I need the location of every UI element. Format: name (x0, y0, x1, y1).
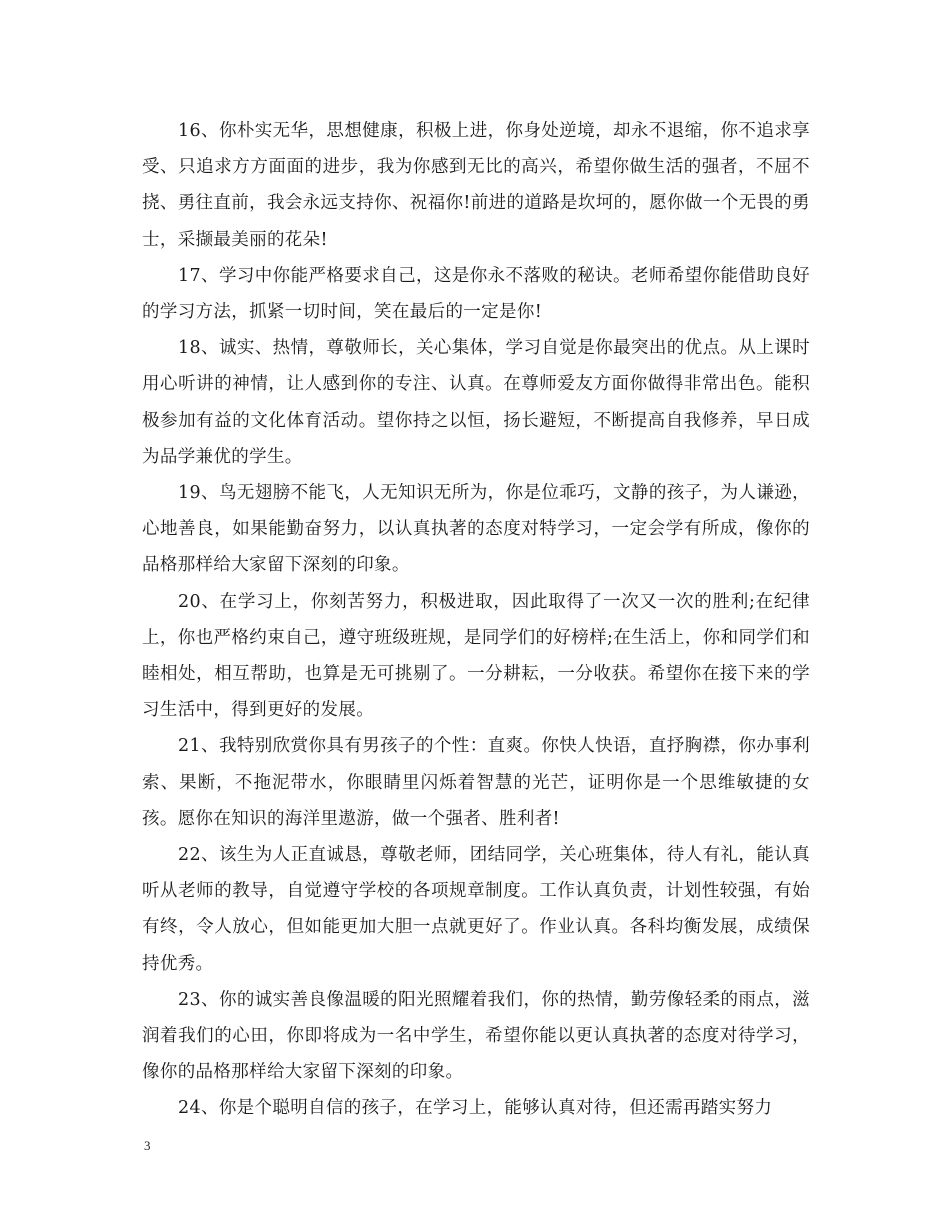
document-body (142, 113, 810, 1127)
paragraph-18: 18、诚实、热情，尊敬师长，关心集体，学习自觉是你最突出的优点。从上课时用心听讲的神情，让人感到你的专注、认真。在尊师爱友方面你做得非常出色。能积极参加有益的文化体育活动。望你持之以恒，扬长避短，不断提高自我修养，早日成为品学兼优的学生。 (142, 338, 810, 467)
paragraph-24: 24、你是个聪明自信的孩子，在学习上，能够认真对待，但还需再踏实努力 (178, 1098, 773, 1119)
paragraph-16: 16、你朴实无华，思想健康，积极上进，你身处逆境，却永不退缩，你不追求享受、只追求方方面面的进步，我为你感到无比的高兴，希望你做生活的强者，不屈不挠、勇往直前，我会永远支持你、祝福你!前进的道路是坎坷的，愿你做一个无畏的勇士，采撷最美丽的花朵! (142, 121, 810, 250)
paragraph-23: 23、你的诚实善良像温暖的阳光照耀着我们，你的热情，勤劳像轻柔的雨点，滋润着我们的心田，你即将成为一名中学生，希望你能以更认真执著的态度对待学习，像你的品格那样给大家留下深刻的印象。 (142, 989, 810, 1083)
paragraph-22: 22、该生为人正直诚恳，尊敬老师，团结同学，关心班集体，待人有礼，能认真听从老师的教导，自觉遵守学校的各项规章制度。工作认真负责，计划性较强，有始有终，令人放心，但如能更加大胆一点就更好了。作业认真。各科均衡发展，成绩保持优秀。 (142, 845, 810, 974)
paragraph-17: 17、学习中你能严格要求自己，这是你永不落败的秘诀。老师希望你能借助良好的学习方法，抓紧一切时间，笑在最后的一定是你! (142, 265, 810, 323)
page-number: 3 (144, 1138, 151, 1153)
paragraph-20: 20、在学习上，你刻苦努力，积极进取，因此取得了一次又一次的胜利;在纪律上，你也严格约束自己，遵守班级班规，是同学们的好榜样;在生活上，你和同学们和睦相处，相互帮助，也算是无可挑剔了。一分耕耘，一分收获。希望你在接下来的学习生活中，得到更好的发展。 (142, 591, 810, 721)
paragraph-21: 21、我特别欣赏你具有男孩子的个性：直爽。你快人快语，直抒胸襟，你办事利索、果断，不拖泥带水，你眼睛里闪烁着智慧的光芒，证明你是一个思维敏捷的女孩。愿你在知识的海洋里遨游，做一个强者、胜利者! (142, 736, 810, 829)
paragraph-19: 19、鸟无翅膀不能飞，人无知识无所为，你是位乖巧，文静的孩子，为人谦逊，心地善良，如果能勤奋努力，以认真执著的态度对特学习，一定会学有所成，像你的品格那样给大家留下深刻的印象。 (142, 483, 810, 576)
